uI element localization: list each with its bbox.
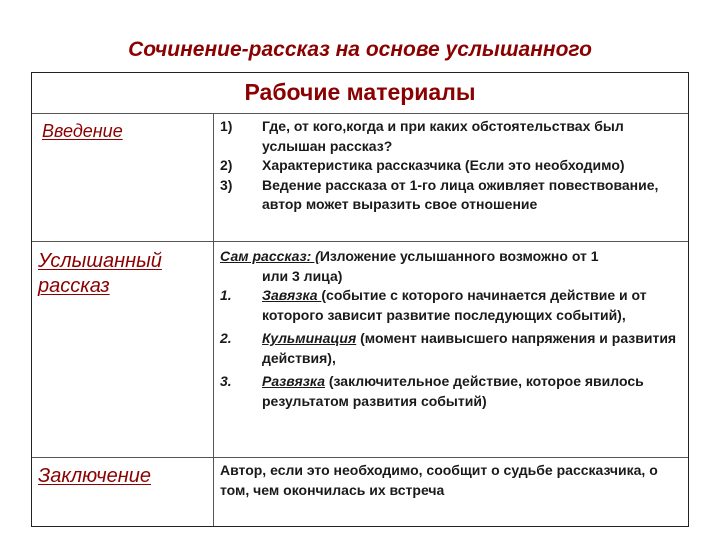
- row-divider: [32, 457, 688, 458]
- introduction-content: [220, 117, 684, 215]
- materials-table: [31, 72, 689, 527]
- item-number: 1.: [220, 287, 232, 303]
- list-item: [220, 286, 684, 325]
- intro-text: Изложение услышанного возможно от 1: [319, 248, 599, 264]
- story-intro: [220, 247, 684, 267]
- list-item: [220, 176, 684, 215]
- item-number: 1): [220, 118, 233, 134]
- row-label-story: Услышанный рассказ: [38, 250, 162, 297]
- column-divider: [213, 113, 214, 526]
- item-text: [262, 329, 684, 368]
- slide-title: Сочинение-рассказ на основе услышанного: [128, 38, 592, 61]
- row-divider: [32, 241, 688, 242]
- conclusion-content: [220, 461, 684, 500]
- item-number: 2): [220, 157, 233, 173]
- item-text: Ведение рассказа от 1-го лица оживляет повествование, автор может выразить свое отношение: [262, 176, 659, 212]
- item-text: Характеристика рассказчика (Если это необходимо): [262, 157, 625, 173]
- intro-continuation: или 3 лица): [262, 267, 343, 284]
- conclusion-text: Автор, если это необходимо, сообщит о судьбе рассказчика, о том, чем окончилась их встреча: [220, 462, 658, 498]
- row-divider: [32, 113, 688, 114]
- item-text: [262, 372, 684, 411]
- item-description: (событие с которого начинается действие и от которого зависит развитие последующих событий),: [262, 287, 647, 323]
- item-description: (момент наивысшего напряжения и развития действия),: [262, 330, 677, 366]
- table-heading: Рабочие материалы: [244, 79, 476, 105]
- item-number: 2.: [220, 330, 232, 346]
- item-term: Кульминация: [262, 330, 357, 346]
- item-term: Развязка: [262, 373, 325, 389]
- item-text: [262, 286, 684, 325]
- item-number: 3.: [220, 373, 232, 389]
- item-number: 3): [220, 176, 233, 193]
- list-item: [220, 372, 684, 411]
- list-item: [220, 156, 684, 176]
- story-content: [220, 247, 684, 411]
- list-item: [220, 329, 684, 368]
- row-label-introduction: Введение: [42, 121, 123, 141]
- row-label-conclusion: Заключение: [38, 465, 151, 487]
- intro-term: Сам рассказ: (: [220, 248, 320, 264]
- item-text: Где, от кого,когда и при каких обстоятельствах был услышан рассказ?: [262, 118, 624, 154]
- item-description: (заключительное действие, которое явилось результатом развития событий): [262, 373, 644, 409]
- list-item: [220, 117, 684, 156]
- item-term: Завязка: [262, 287, 322, 303]
